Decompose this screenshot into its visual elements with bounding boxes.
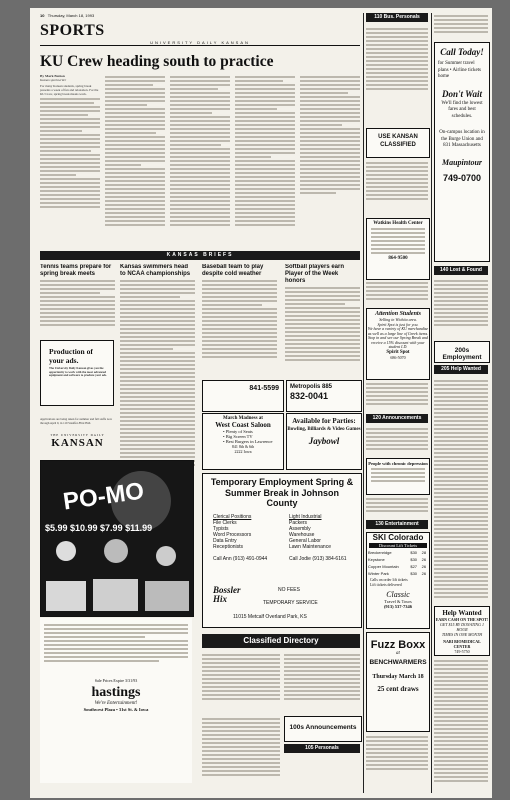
- kansas-briefs-bar: KANSAS BRIEFS: [40, 251, 360, 260]
- campus-location: On-campus location in the Burge Union and 831 Massachusetts: [439, 130, 485, 148]
- brief-4-title: Softball players earn Player of the Week honors: [285, 264, 345, 284]
- page-date: Thursday, March 18, 1993: [47, 13, 95, 18]
- ski-resort: Keystone: [368, 557, 385, 562]
- nabi-title: Help Wanted: [442, 609, 482, 617]
- ski-brand2: Travel & Tours: [384, 599, 412, 604]
- brief-2-title: Kansas swimmers head to NCAA championships: [120, 264, 191, 277]
- sports-subtitle: UNIVERSITY DAILY KANSAN: [150, 40, 250, 45]
- column-divider: [363, 13, 364, 793]
- ski-phone: (913) 537-7346: [383, 604, 413, 609]
- light-item: General Labor: [289, 538, 321, 544]
- ski-brand: Classic: [386, 590, 410, 599]
- attention-title: Attention Students: [375, 311, 421, 317]
- classified-policy: [202, 716, 280, 794]
- nabi-l2: GET $15 BY DONATING 1 HOUR: [439, 622, 484, 632]
- brief-2: [120, 264, 195, 484]
- article-col-4: [235, 74, 295, 246]
- light-item: Warehouse: [289, 532, 315, 538]
- march-madness-title: March Madness at: [223, 416, 263, 421]
- article-col-3: [170, 74, 230, 246]
- light-item: Packers: [289, 520, 308, 526]
- march-madness-phone: 2222 Iowa: [234, 449, 252, 454]
- fuzz-day: Thursday March 18: [372, 674, 424, 680]
- dont-wait-2: We'll find the lowest fares and best schedules.: [441, 100, 483, 119]
- column-divider: [431, 13, 432, 793]
- ski-value: 26: [421, 557, 427, 562]
- call-ann: Call Ann (913) 491-0944: [213, 556, 268, 562]
- phone-ad-number: 841-5599: [249, 385, 279, 392]
- help-wanted-205: 205 Help Wanted: [434, 365, 488, 374]
- march-madness-item-1: • Plenty of Seats: [223, 429, 253, 434]
- ski-resort: Winter Park: [368, 571, 389, 576]
- lost-found-text: [434, 278, 488, 338]
- announcements-text: [366, 426, 428, 456]
- ski-value: 26: [421, 571, 427, 576]
- clerical-item: Data Entry: [213, 538, 237, 544]
- page-header: [40, 13, 360, 18]
- brief-3-title: Baseball team to play despite cold weather: [202, 264, 264, 277]
- brief-1-title: Tennis teams prepare for spring break meets: [40, 264, 112, 277]
- fuzz-name: Fuzz Boxx: [370, 639, 426, 651]
- ski-price: $30: [410, 550, 418, 555]
- article-col-2: [105, 74, 165, 246]
- sports-masthead: [40, 22, 360, 46]
- light-item: Assembly: [289, 526, 311, 532]
- ski-line1: Calls on order lift tickets: [370, 578, 408, 582]
- more-announcements: [366, 496, 428, 518]
- ski-title: SKI Colorado: [372, 533, 424, 542]
- march-madness-ad: [202, 413, 284, 470]
- maupintour-phone: 749-0700: [442, 172, 482, 183]
- attention-l3: We have a variety of KU merchandise as well as a large line of Greek items.: [367, 326, 429, 336]
- ski-price: $30: [410, 571, 418, 576]
- softball-text: [366, 280, 428, 306]
- personals-105: 105 Personals: [284, 744, 360, 753]
- lead-text: For many Kansan students, spring break presents a week of fun and relaxation. For the KU Crew, spring break means work.: [40, 84, 99, 96]
- kansan-logo: [40, 433, 115, 455]
- nabi-phone: 749-5750: [454, 649, 470, 654]
- watkins-phone: 864-9500: [388, 256, 408, 261]
- watkins-ad: [366, 218, 430, 280]
- hastings-sale: Sale Prices Expire 3/31/93: [94, 678, 138, 683]
- attention-l1: Selling in Wichita area.: [379, 317, 417, 322]
- brief-1: [40, 264, 115, 334]
- ski-price: $27: [410, 564, 418, 569]
- temp-address: 11015 Metcalf Overland Park, KS: [233, 614, 307, 620]
- watkins-title: Watkins Health Center: [373, 221, 423, 226]
- main-headline: KU Crew heading south to practice: [40, 53, 274, 70]
- byline-role: Kansan sportswriter: [40, 78, 67, 82]
- entertainment-130: 130 Entertainment: [366, 520, 428, 529]
- attention-students-ad: [366, 308, 430, 380]
- temp-employment-ad: [202, 473, 362, 628]
- attention-brand: Spirit Spot: [386, 349, 410, 355]
- fuzz-deal: 25 cent draws: [377, 685, 419, 693]
- sports-title: SPORTS: [40, 22, 105, 39]
- light-list: [289, 514, 359, 562]
- use-kansan-box: [366, 128, 430, 158]
- nabi-brand: NABI BIOMEDICAL CENTER: [443, 639, 481, 649]
- page-number: 10: [40, 13, 45, 18]
- ski-row: [367, 549, 429, 556]
- pomo-ad: [40, 460, 194, 617]
- maupintour-ad: [434, 42, 490, 262]
- production-ad-footer: Applications are being taken for summer and fall staffs now through April 9, in 119 Stauffer-Flint Hall.: [40, 417, 113, 425]
- newspaper-page: [30, 8, 492, 798]
- call-jodie: Call Jodie (913) 384-6161: [289, 556, 347, 562]
- temp-service: TEMPORARY SERVICE: [263, 600, 318, 606]
- attention-l2: Spirit Spot is just for you.: [377, 322, 419, 327]
- depression-ad: [366, 458, 430, 495]
- article-col-5: [300, 74, 360, 246]
- ski-resort: Breckenridge: [368, 550, 392, 555]
- adult-text: [366, 734, 428, 784]
- help-wanted-text: [434, 378, 488, 603]
- metropolis-phone: 832-0041: [290, 391, 329, 401]
- more-help-wanted: [434, 658, 488, 788]
- ski-price: $30: [410, 557, 418, 562]
- lost-found-140: 140 Lost & Found: [434, 266, 488, 275]
- ski-row: [367, 570, 429, 577]
- brief-3: [202, 264, 277, 374]
- personals-text: [366, 26, 428, 126]
- pomo-prices: $5.99 $10.99 $7.99 $11.99: [45, 523, 153, 533]
- clerical-item: File Clerks: [213, 520, 237, 526]
- metropolis-name: Metropolis 885: [290, 384, 333, 390]
- ski-row: [367, 563, 429, 570]
- personals-110: 110 Bus. Personals: [366, 13, 428, 22]
- bossler-hix-logo: Bossler Hix: [213, 585, 241, 604]
- directory-list-2: [284, 652, 360, 712]
- brief-4: [285, 264, 360, 374]
- kansan-logo-top: THE UNIVERSITY DAILY: [50, 433, 105, 437]
- employment-200s: [434, 341, 490, 363]
- ski-subtitle: Discount Lift Tickets: [369, 543, 427, 548]
- production-ad-title: Production of your ads.: [49, 347, 93, 365]
- dont-wait: Don't Wait: [442, 88, 482, 99]
- announcements-120: 120 Announcements: [366, 414, 428, 423]
- classified-info: [366, 160, 428, 215]
- employment-title: 200s Employment: [442, 347, 482, 361]
- nabi-l3: TIMES IN ONE MONTH: [441, 632, 483, 637]
- classified-directory: Classified Directory: [202, 634, 360, 648]
- call-today-line: for Summer travel plans • Airline tickets home: [438, 61, 481, 79]
- march-madness-item-3: • Best Burgers in Lawrence: [223, 439, 273, 444]
- phone-ad: [202, 380, 284, 412]
- hastings-address: Southwest Plaza • 31st St. & Iowa: [83, 707, 149, 712]
- nabi-help-wanted-ad: [434, 606, 490, 656]
- directory-list-1: [202, 652, 280, 712]
- available-ad: [286, 413, 362, 470]
- pomo-title: PO-MO: [61, 477, 146, 516]
- available-sub: Bowling, Billiards & Video Games: [287, 427, 361, 432]
- attention-phone: 686-5070: [390, 354, 406, 360]
- hastings-name: hastings: [91, 685, 141, 700]
- march-madness-name: West Coast Saloon: [215, 421, 271, 429]
- fuzz-venue: BENCHWARMERS: [369, 659, 427, 666]
- march-madness-item-2: • Big Screen TV: [223, 434, 253, 439]
- byline: By Mark Button: [40, 74, 65, 78]
- ski-value: 28: [421, 550, 427, 555]
- depression-title: People with chronic depression: [368, 461, 428, 466]
- article-text: [40, 98, 100, 208]
- ski-row: [367, 556, 429, 563]
- clerical-head: Clerical Positions: [213, 514, 252, 520]
- march-madness-address: 841 8th & 6th: [231, 444, 255, 449]
- article-col-1: [40, 74, 100, 246]
- use-kansan-title: USE KANSAN CLASSIFIED: [378, 134, 418, 148]
- hastings-tag: We're Entertainment!: [94, 701, 138, 706]
- light-item: Lawn Maintenance: [289, 544, 331, 550]
- call-today: Call Today!: [440, 47, 484, 57]
- ski-colorado-ad: [366, 532, 430, 629]
- attention-l4: Stop in and see our Spring Break and receive a 15% discount with your student I.D.: [368, 335, 428, 350]
- no-fees: NO FEES: [278, 587, 300, 593]
- temp-title: Temporary Employment Spring & Summer Break in Johnson County: [210, 477, 354, 508]
- clerical-item: Typists: [213, 526, 229, 532]
- metropolis-ad: [286, 380, 362, 412]
- fuzz-at: at: [396, 651, 400, 656]
- jaybowl-logo: Jaybowl: [308, 436, 340, 446]
- clerical-item: Word Processors: [213, 532, 252, 538]
- ads100-title: 100s Announcements: [289, 724, 357, 731]
- ski-table: [367, 549, 429, 577]
- hastings-ad: [40, 618, 192, 783]
- right-top-text: [434, 13, 488, 41]
- production-ad-body: The University Daily Kansan gives you the opportunity to work with the most advanced equipment and software to produce your ads.: [49, 366, 107, 378]
- kansan-logo-name: KANSAN: [51, 437, 104, 449]
- ski-line2: Lift tickets delivered: [370, 583, 402, 587]
- ski-resort: Copper Mountain: [368, 564, 399, 569]
- fuzz-boxx-ad: [366, 632, 430, 732]
- maupintour-logo: Maupintour: [441, 157, 483, 167]
- light-head: Light Industrial: [289, 514, 322, 520]
- softball-bar-text: [366, 381, 428, 411]
- available-title: Available for Parties:: [292, 417, 356, 425]
- ads100-box: [284, 716, 362, 742]
- nabi-l1: EARN CASH ON THE SPOT!: [435, 617, 489, 622]
- clerical-item: Receptionists: [213, 544, 244, 550]
- ski-value: 26: [421, 564, 427, 569]
- clerical-list: [213, 514, 283, 562]
